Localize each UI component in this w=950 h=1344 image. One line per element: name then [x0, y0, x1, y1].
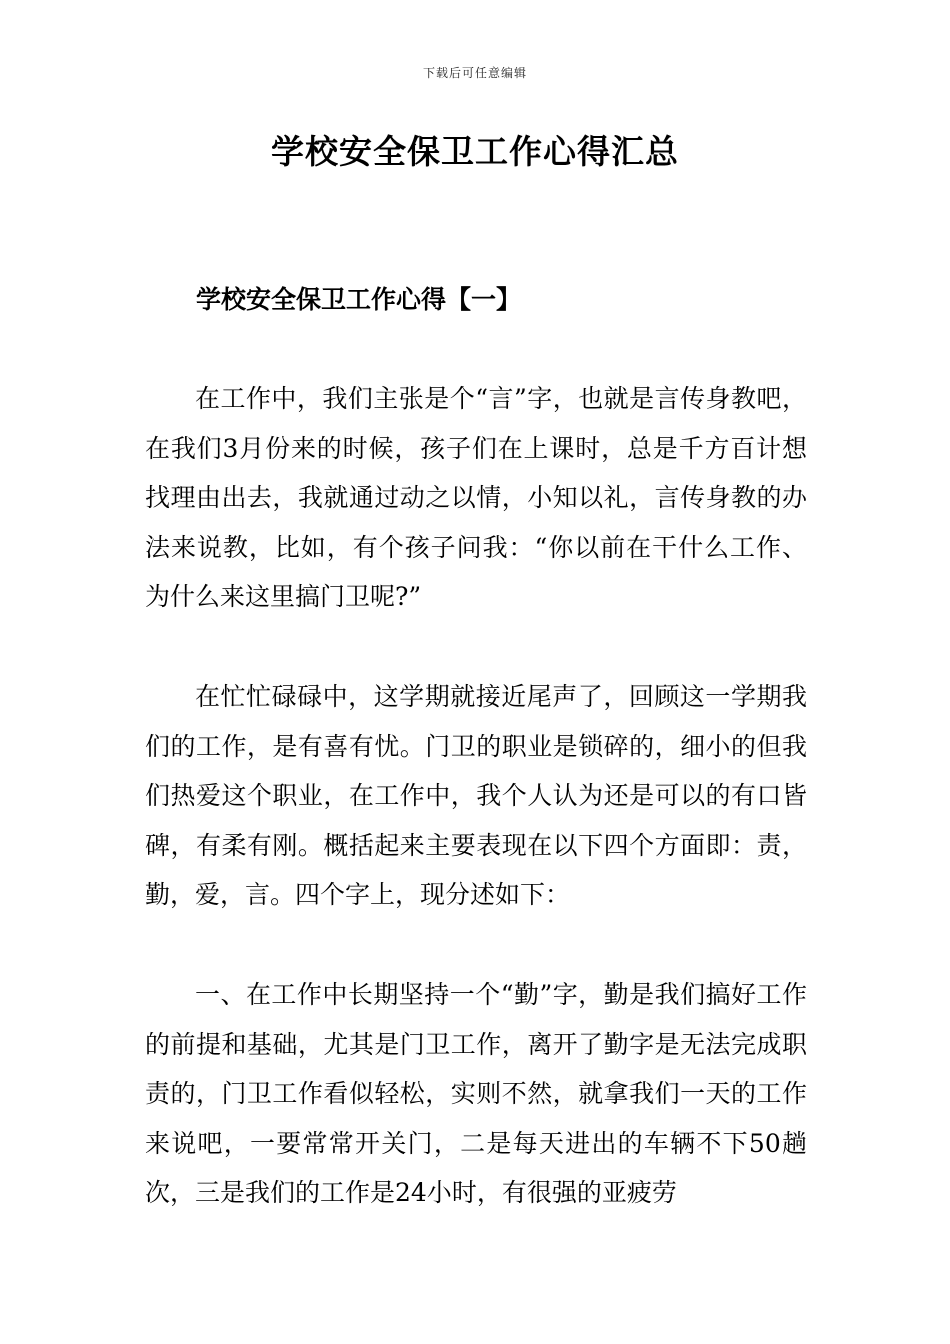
paragraph-2: 在忙忙碌碌中，这学期就接近尾声了，回顾这一学期我们的工作，是有喜有忧。门卫的职业是锁碎的，细小的但我们热爱这个职业，在工作中，我个人认为还是可以的有口皆碑，有柔有刚。概括起来主要表现在以下四个方面即：责，勤，爱，言。四个字上，现分述如下：	[145, 682, 807, 909]
header-note: 下载后可任意编辑	[422, 66, 527, 80]
document-title: 学校安全保卫工作心得汇总	[271, 132, 679, 171]
paragraph-1: 在工作中，我们主张是个“言”字，也就是言传身教吧，在我们3月份来的时候，孩子们在上课时，总是千方百计想找理由出去，我就通过动之以情，小知以礼，言传身教的办法来说教，比如，有个孩子问我：“你以前在干什么工作、为什么来这里搞门卫呢?”	[145, 384, 807, 611]
paragraph-3: 一、在工作中长期坚持一个“勤”字，勤是我们搞好工作的前提和基础，尤其是门卫工作，离开了勤字是无法完成职责的，门卫工作看似轻松，实则不然，就拿我们一天的工作来说吧，一要常常开关门，二是每天进出的车辆不下50趟次，三是我们的工作是24小时，有很强的亚疲劳	[145, 980, 807, 1207]
section-heading: 学校安全保卫工作心得【一】	[196, 285, 522, 314]
